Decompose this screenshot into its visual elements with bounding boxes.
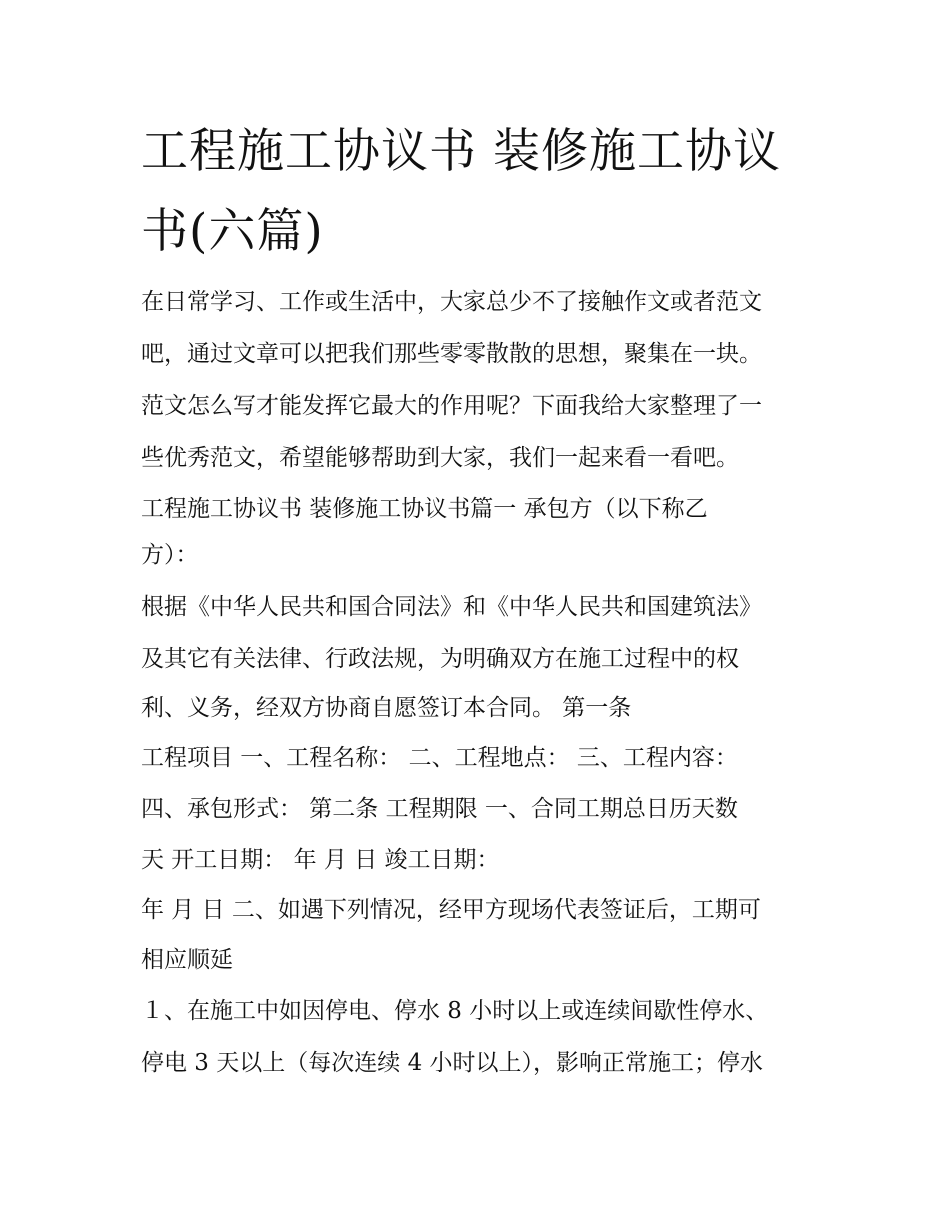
body-line-15: １、在施工中如因停电、停水 8 小时以上或连续间歇性停水、 — [141, 998, 769, 1024]
body-line-12: 天 开工日期： 年 月 日 竣工日期： — [141, 847, 500, 873]
body-line-4: 些优秀范文，希望能够帮助到大家，我们一起来看一看吧。 — [141, 445, 739, 471]
body-line-8: 及其它有关法律、行政法规，为明确双方在施工过程中的权 — [141, 646, 739, 672]
body-line-5: 工程施工协议书 装修施工协议书篇一 承包方（以下称乙 — [141, 496, 708, 522]
title-line-2: 书(六篇) — [141, 204, 324, 259]
body-line-10: 工程项目 一、工程名称： 二、工程地点： 三、工程内容： — [141, 745, 738, 771]
body-line-7: 根据《中华人民共和国合同法》和《中华人民共和国建筑法》 — [141, 594, 762, 620]
body-line-6: 方）： — [141, 542, 199, 568]
body-line-9: 利、义务，经双方协商自愿签订本合同。 第一条 — [141, 695, 632, 721]
body-line-1: 在日常学习、工作或生活中，大家总少不了接触作文或者范文 — [141, 289, 762, 315]
body-line-11: 四、承包形式： 第二条 工程期限 一、合同工期总日历天数 — [141, 796, 738, 822]
title-line-1: 工程施工协议书 装修施工协议 — [141, 124, 781, 179]
body-line-13: 年 月 日 二、如遇下列情况，经甲方现场代表签证后，工期可 — [141, 897, 761, 923]
body-line-2: 吧，通过文章可以把我们那些零零散散的思想，聚集在一块。 — [141, 341, 762, 367]
body-line-14: 相应顺延 — [141, 947, 233, 973]
body-line-16: 停电 3 天以上（每次连续 4 小时以上），影响正常施工；停水 — [141, 1050, 764, 1076]
body-line-3: 范文怎么写才能发挥它最大的作用呢？下面我给大家整理了一 — [141, 393, 762, 419]
document-title — [141, 112, 821, 272]
